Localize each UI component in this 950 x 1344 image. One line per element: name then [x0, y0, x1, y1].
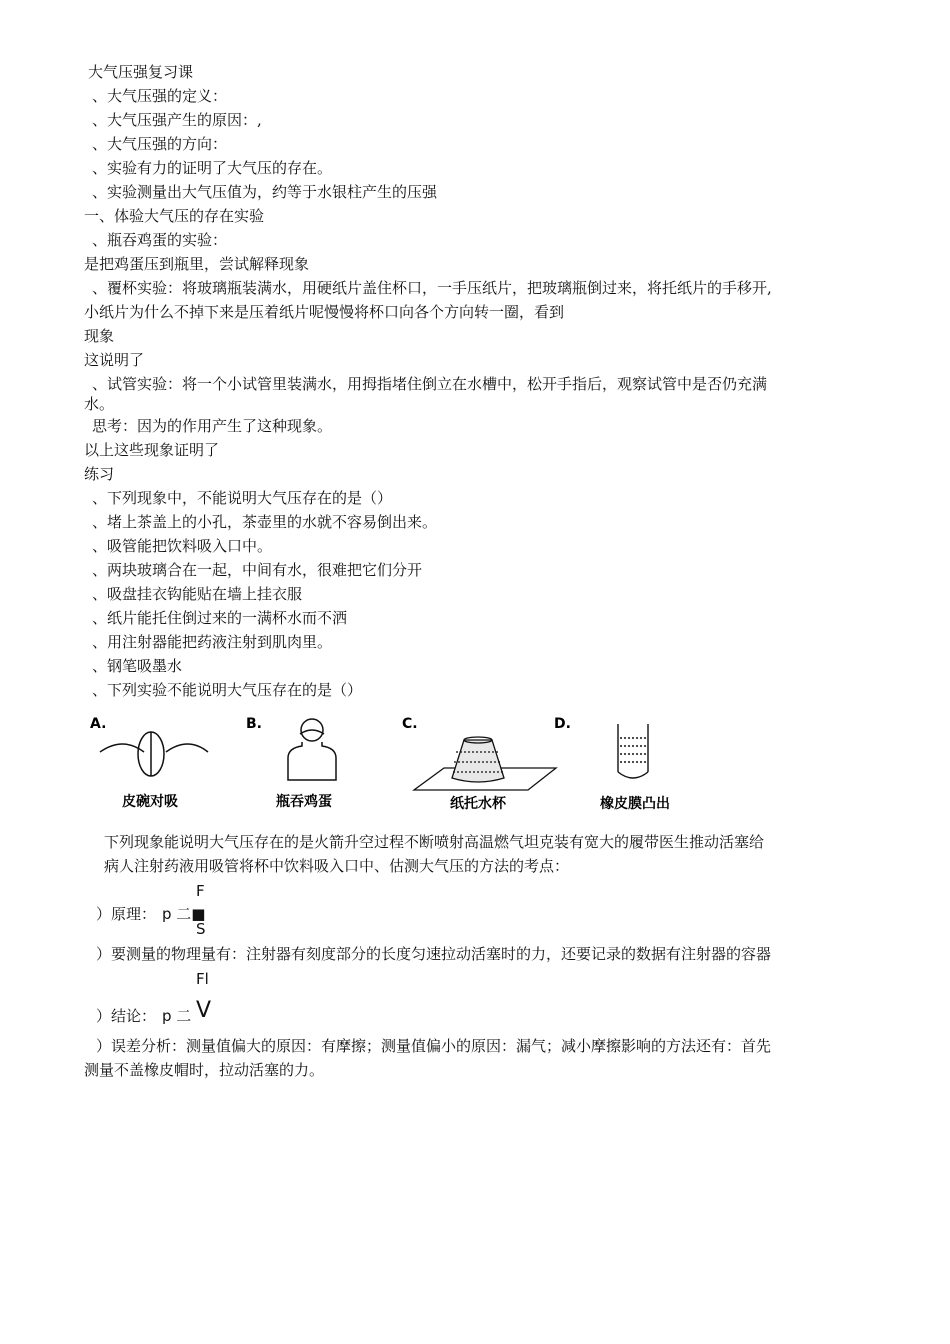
conclusion-label: ）结论：	[96, 1007, 157, 1025]
phenomenon-label: 现象	[84, 327, 115, 345]
q1-option-3: 、两块玻璃合在一起，中间有水，很难把它们分开	[92, 561, 423, 579]
paper-cup-illustration	[414, 737, 556, 790]
q1-option-1: 、堵上茶盖上的小孔，茶壶里的水就不容易倒出来。	[92, 513, 438, 531]
question-2: 、下列实验不能说明大气压存在的是（）	[92, 681, 363, 699]
intro-line-4: 、实验有力的证明了大气压的存在。	[92, 159, 333, 177]
figure-letter-b: B.	[246, 716, 262, 732]
experiment-figure-svg	[88, 712, 708, 816]
egg-experiment: 、瓶吞鸡蛋的实验：	[92, 231, 228, 249]
bottle-egg-illustration	[288, 719, 336, 780]
cup-experiment-line-1: 、覆杯实验：将玻璃瓶装满水，用硬纸片盖住杯口，一手压纸片，把玻璃瓶倒过来，将托纸片的手移开,	[92, 279, 772, 297]
intro-line-1: 、大气压强的定义：	[92, 87, 228, 105]
q1-option-6: 、用注射器能把药液注射到肌肉里。	[92, 633, 333, 651]
egg-experiment-desc: 是把鸡蛋压到瓶里，尝试解释现象	[84, 255, 310, 273]
error-analysis-line-2: 测量不盖橡皮帽时，拉动活塞的力。	[84, 1061, 325, 1079]
q1-option-5: 、纸片能托住倒过来的一满杯水而不洒	[92, 609, 348, 627]
figure-letter-a: A.	[90, 716, 107, 732]
practice-heading: 练习	[84, 465, 115, 483]
principle-denominator: S	[196, 920, 206, 938]
suction-cups-illustration	[100, 732, 208, 776]
figure-letter-d: D.	[554, 716, 571, 732]
q1-option-2: 、吸管能把饮料吸入口中。	[92, 537, 273, 555]
doc-title: 大气压强复习课	[88, 63, 194, 81]
proves-line: 以上这些现象证明了	[84, 441, 220, 459]
principle-expression: p 二■	[162, 905, 206, 923]
membrane-tube-illustration	[618, 724, 648, 778]
tube-experiment-line-1: 、试管实验：将一个小试管里装满水，用拇指堵住倒立在水槽中，松开手指后，观察试管中是否仍充满	[92, 375, 768, 393]
q1-option-4: 、吸盘挂衣钩能贴在墙上挂衣服	[92, 585, 303, 603]
figure-caption-b: 瓶吞鸡蛋	[276, 794, 332, 810]
question-1: 、下列现象中，不能说明大气压存在的是（）	[92, 489, 393, 507]
cup-experiment-line-2: 小纸片为什么不掉下来是压着纸片呢慢慢将杯口向各个方向转一圈，看到	[84, 303, 565, 321]
figure-letter-c: C.	[402, 716, 418, 732]
shows-label: 这说明了	[84, 351, 145, 369]
figure-caption-d: 橡皮膜凸出	[600, 796, 670, 812]
conclusion-expression: p 二	[162, 1007, 192, 1025]
tube-experiment-line-2: 水。	[84, 395, 115, 413]
measure-line: ）要测量的物理量有：注射器有刻度部分的长度匀速拉动活塞时的力，还要记录的数据有注射器的容器	[96, 945, 772, 963]
conclusion-numerator: Fl	[196, 970, 209, 988]
error-analysis-line-1: ）误差分析：测量值偏大的原因：有摩擦；测量值偏小的原因：漏气；减小摩擦影响的方法还有：首先	[96, 1037, 772, 1055]
experiment-figure	[88, 712, 708, 816]
principle-label: ）原理：	[96, 905, 157, 923]
phenomena-line-2: 病人注射药液用吸管将杯中饮料吸入口中、估测大气压的方法的考点：	[104, 857, 570, 875]
conclusion-denominator: V	[196, 998, 212, 1023]
section-heading: 一、体验大气压的存在实验	[84, 207, 265, 225]
principle-numerator: F	[196, 882, 205, 900]
think-line: 思考：因为的作用产生了这种现象。	[92, 417, 333, 435]
figure-caption-a: 皮碗对吸	[122, 794, 178, 810]
q1-option-7: 、钢笔吸墨水	[92, 657, 183, 675]
intro-line-3: 、大气压强的方向：	[92, 135, 228, 153]
intro-line-5: 、实验测量出大气压值为，约等于水银柱产生的压强	[92, 183, 438, 201]
phenomena-line-1: 下列现象能说明大气压存在的是火箭升空过程不断喷射高温燃气坦克装有宽大的履带医生推动活塞给	[104, 833, 765, 851]
figure-caption-c: 纸托水杯	[450, 796, 506, 812]
intro-line-2: 、大气压强产生的原因：,	[92, 111, 262, 129]
